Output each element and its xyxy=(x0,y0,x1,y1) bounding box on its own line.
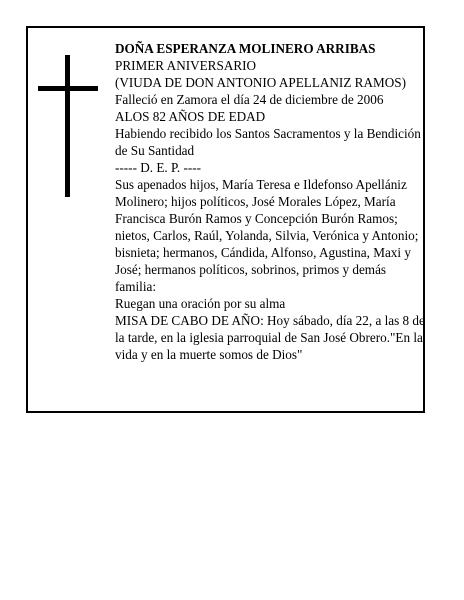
deceased-name: DOÑA ESPERANZA MOLINERO ARRIBAS xyxy=(115,41,376,56)
family-paragraph: Sus apenados hijos, María Teresa e Ildefonso Apellániz Molinero; hijos políticos, José Morales López, María Francisca Burón Ramos y Concepción Burón Ramos; nietos, Carlos, Raúl, Yolanda, Silvia, Verónica y Antonio; bisnieta; hermanos, Cándida, Alfonso, Agustina, Maxi y José; hermanos políticos, sobrinos, primos y demás familia: xyxy=(115,177,419,294)
obituary-notice xyxy=(26,26,425,413)
rip-line: ----- D. E. P. ---- xyxy=(115,160,202,175)
mass-paragraph: MISA DE CABO DE AÑO: Hoy sábado, día 22, a las 8 de la tarde, en la iglesia parroquial de San José Obrero."En la vida y en la muerte somos de Dios" xyxy=(115,313,425,362)
widow-of-line: (VIUDA DE DON ANTONIO APELLANIZ RAMOS) xyxy=(115,75,406,90)
age-line: ALOS 82 AÑOS DE EDAD xyxy=(115,109,266,124)
prayer-line: Ruegan una oración por su alma xyxy=(115,296,286,311)
obituary-text xyxy=(115,40,425,363)
anniversary-line: PRIMER ANIVERSARIO xyxy=(115,58,257,73)
cross-horizontal-bar xyxy=(38,86,98,91)
sacraments-line: Habiendo recibido los Santos Sacramentos y la Bendición de Su Santidad xyxy=(115,126,421,158)
cross-vertical-bar xyxy=(65,55,70,197)
death-date-line: Falleció en Zamora el día 24 de diciembre de 2006 xyxy=(115,92,384,107)
cross-icon xyxy=(38,55,98,197)
